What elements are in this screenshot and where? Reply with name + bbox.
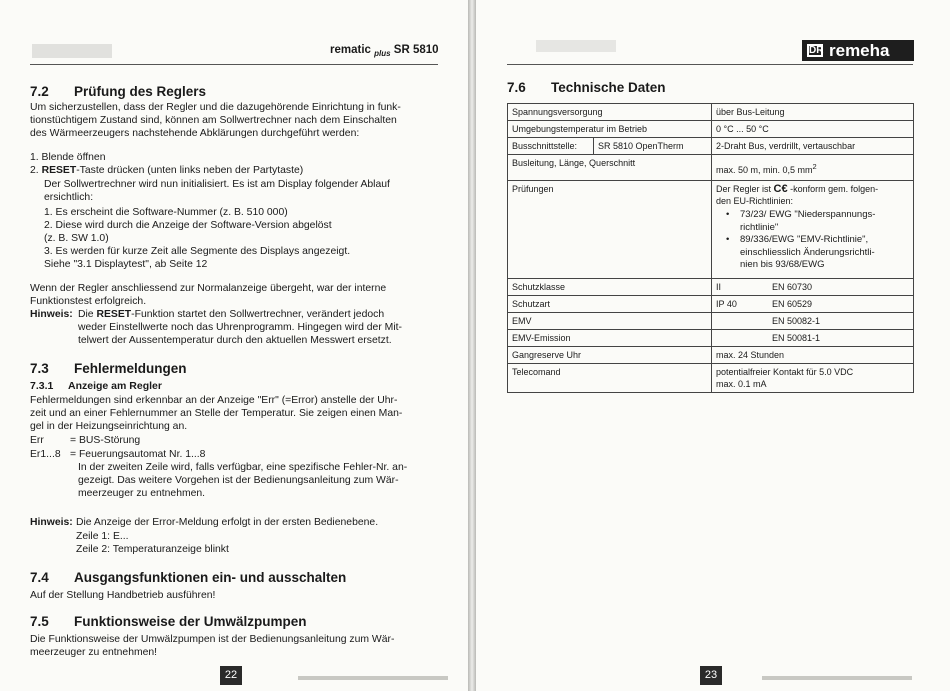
table-row bbox=[508, 104, 914, 121]
row-value: max. 50 m, min. 0,5 $mm^2$ bbox=[712, 155, 914, 181]
row-value: II EN 60730 bbox=[712, 278, 914, 295]
section-7-3-heading: 7.3 Fehlermeldungen bbox=[30, 361, 187, 376]
row-label: Busschnittstelle: bbox=[508, 138, 594, 155]
row-label: Schutzart bbox=[508, 295, 712, 312]
section-7-2-hint-cont: weder Einstellwerte noch das Uhrenprogramm. Hingegen wird der Mit- telwert der Aussentemperatur durch den aktuellen Messwert ersetzt. bbox=[78, 322, 402, 346]
row-label: EMV bbox=[508, 312, 712, 329]
row-value: 0 °C ... 50 °C bbox=[712, 121, 914, 138]
row-label: Spannungsversorgung bbox=[508, 104, 712, 121]
section-7-5-heading: 7.5 Funktionsweise der Umwälzpumpen bbox=[30, 614, 307, 629]
table-row bbox=[508, 278, 914, 295]
row-value: max. 24 Stunden bbox=[712, 346, 914, 363]
table-row bbox=[508, 346, 914, 363]
list-item: • 89/336/EWG "EMV-Richtlinie", einschliesslich Änderungsrichtli- nien bis 93/68/EWG bbox=[730, 234, 909, 272]
row-value: über Bus-Leitung bbox=[712, 104, 914, 121]
section-7-3-body: Fehlermeldungen sind erkennbar an der Anzeige "Err" (=Error) anstelle der Uhr- zeit und an einer Fehlernummer an Stelle der Temperatur. Sie zeigen einen Man- gel in der Heizungseinrichtung an. bbox=[30, 395, 403, 432]
table-row bbox=[508, 138, 914, 155]
table-row bbox=[508, 181, 914, 279]
row-label: Umgebungstemperatur im Betrieb bbox=[508, 121, 712, 138]
table-row bbox=[508, 312, 914, 329]
step-2-substeps: 1. Es erscheint die Software-Nummer (z. B. 510 000) 2. Diese wird durch die Anzeige der Software-Version abgelöst (z. B. SW 1.0) 3. Es werden für kurze Zeit alle Segmente des Displays angezeigt. Siehe "3.1 Displaytest", ab Seite 12 bbox=[44, 207, 351, 270]
row-label: Prüfungen bbox=[508, 181, 712, 279]
step-2-description: Der Sollwertrechner wird nun initialisiert. Es ist am Display folgender Ablauf ersichtlich: bbox=[44, 179, 390, 203]
row-value: EN 50082-1 bbox=[712, 312, 914, 329]
row-label: Schutzklasse bbox=[508, 278, 712, 295]
row-value: 2-Draht Bus, verdrillt, vertauschbar bbox=[712, 138, 914, 155]
logo-mark: DR bbox=[809, 45, 824, 56]
section-7-4-body: Auf der Stellung Handbetrieb ausführen! bbox=[30, 590, 216, 601]
page-number: 22 bbox=[220, 666, 242, 685]
technical-data-table bbox=[507, 103, 914, 393]
header-label: rematic $_{plus}$ SR 5810 bbox=[330, 44, 439, 58]
row-value: potentialfreier Kontakt für 5.0 VDC max. 0.1 mA bbox=[712, 363, 914, 392]
table-row bbox=[508, 121, 914, 138]
row-value: EN 50081-1 bbox=[712, 329, 914, 346]
table-row bbox=[508, 329, 914, 346]
error-code-err: Err = BUS-Störung bbox=[30, 435, 141, 446]
ce-mark: C€ bbox=[773, 183, 788, 195]
scan-artifact bbox=[32, 44, 112, 58]
table-row bbox=[508, 155, 914, 181]
section-7-3-hint: Hinweis: Die Anzeige der Error-Meldung erfolgt in der ersten Bedienebene. bbox=[30, 517, 379, 528]
scan-artifact bbox=[536, 40, 616, 52]
scan-artifact bbox=[298, 676, 448, 680]
section-7-6-heading: 7.6 Technische Daten bbox=[507, 80, 666, 95]
table-row bbox=[508, 363, 914, 392]
row-label: EMV-Emission bbox=[508, 329, 712, 346]
list-item: • 73/23/ EWG "Niederspannungs- richtlinie" bbox=[730, 209, 909, 234]
remeha-logo: DR remeha bbox=[802, 40, 914, 61]
section-7-2-hint: Hinweis: Die RESET-Funktion startet den Sollwertrechner, verändert jedoch bbox=[30, 309, 385, 320]
section-7-3-1-heading: 7.3.1 Anzeige am Regler bbox=[30, 380, 162, 392]
section-7-5-body: Die Funktionsweise der Umwälzpumpen ist der Bedienungsanleitung zum Wär- meerzeuger zu entnehmen! bbox=[30, 634, 395, 658]
row-value: Der Regler ist C€ -konform gem. folgen- den EU-Richtlinien: • 73/23/ EWG "Niederspannungs- richtlinie" • 89/336/EWG "EMV-Richtlinie", einschliesslich Änderungsrichtli- nien bis 93/68/EWG bbox=[712, 181, 914, 279]
step-2: 2. RESET-Taste drücken (unten links neben der Partytaste) bbox=[30, 165, 304, 176]
header-rule bbox=[30, 64, 438, 65]
section-7-2-intro: Um sicherzustellen, dass der Regler und die dazugehörende Einrichtung in funk- tionstüchtigem Zustand sind, können am Sollwertrechner nach dem Einschalten des Wärmeerzeugers nachstehende Abklärungen durchgeführt werden: bbox=[30, 102, 401, 139]
left-page bbox=[0, 0, 468, 691]
page-number: 23 bbox=[700, 666, 722, 685]
table-row bbox=[508, 295, 914, 312]
section-7-2-heading: 7.2 Prüfung des Reglers bbox=[30, 84, 207, 99]
page-gutter bbox=[468, 0, 476, 691]
error-code-er1-8-description: In der zweiten Zeile wird, falls verfügbar, eine spezifische Fehler-Nr. an- gezeigt. Das weitere Vorgehen ist der Bedienungsanleitung zum Wär- meerzeuger zu entnehmen. bbox=[78, 462, 408, 499]
row-label: Gangreserve Uhr bbox=[508, 346, 712, 363]
section-7-3-hint-cont: Zeile 1: E... Zeile 2: Temperaturanzeige blinkt bbox=[76, 531, 229, 555]
section-7-4-heading: 7.4 Ausgangsfunktionen ein- und ausschalten bbox=[30, 570, 347, 585]
row-value: IP 40 EN 60529 bbox=[712, 295, 914, 312]
header-rule-right bbox=[507, 64, 913, 65]
directive-list bbox=[716, 209, 909, 272]
scan-artifact bbox=[762, 676, 912, 680]
row-label: Telecomand bbox=[508, 363, 712, 392]
error-code-er1-8: Er1...8 = Feuerungsautomat Nr. 1...8 bbox=[30, 449, 206, 460]
section-7-2-result: Wenn der Regler anschliessend zur Normalanzeige übergeht, war der interne Funktionstest erfolgreich. bbox=[30, 283, 387, 307]
step-1: 1. Blende öffnen bbox=[30, 152, 106, 163]
row-sublabel: SR 5810 OpenTherm bbox=[594, 138, 712, 155]
row-label: Busleitung, Länge, Querschnitt bbox=[508, 155, 712, 181]
